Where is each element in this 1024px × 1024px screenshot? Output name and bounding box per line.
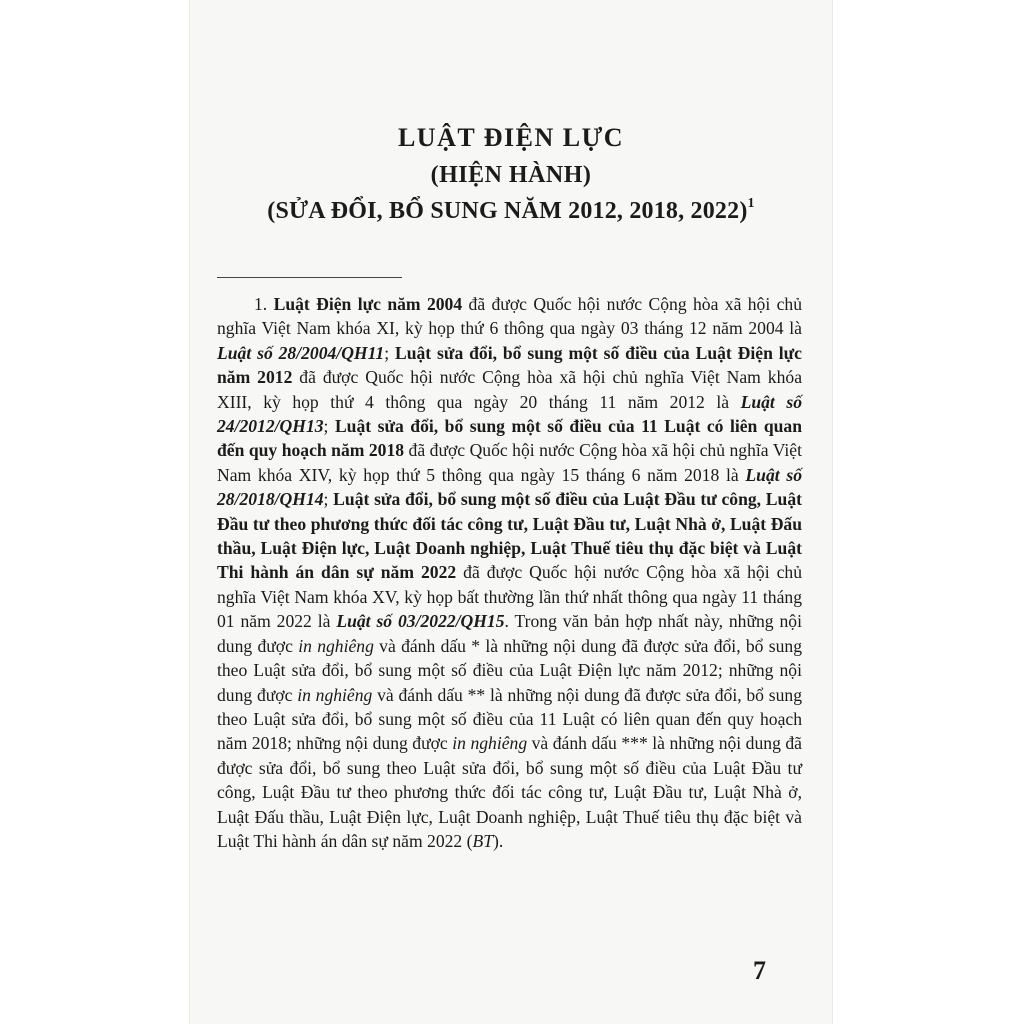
- footnote-segment: Luật số 03/2022/QH15: [336, 611, 505, 632]
- footnote-segment: in nghiêng: [298, 635, 374, 656]
- footnote-segment: ;: [384, 342, 395, 363]
- footnote-segment: BT: [472, 830, 494, 851]
- footnote-segment: Luật số 24/2012/QH13: [217, 391, 802, 437]
- footnote-segment: đã được Quốc hội nước Cộng hòa xã hội chủ nghĩa Việt Nam khóa XIII, kỳ họp thứ 4 thông qua ngày 20 tháng 11 năm 2012 là: [217, 367, 803, 412]
- document-status: (HIỆN HÀNH): [430, 162, 592, 188]
- footnote-segment: in nghiêng: [452, 733, 528, 754]
- footnote-segment: 1.: [254, 294, 274, 314]
- footnote-segment: và đánh dấu *** là những nội dung đã được sửa đổi, bổ sung theo Luật sửa đổi, bổ sung một số điều của Luật Đầu tư công, Luật Đầu tư theo phương thức đối tác công tư, Luật Đầu tư, Luật Nhà ở, Luật Đấu thầu, Luật Điện lực, Luật Doanh nghiệp, Luật Thuế tiêu thụ đặc biệt và Luật Thi hành án dân sự năm 2022 (: [217, 733, 802, 851]
- footnote-segment: Luật số 28/2004/QH11: [217, 342, 385, 363]
- book-page: [190, 0, 832, 1024]
- footnote-paragraph: [217, 292, 802, 853]
- footnote-segment: ).: [493, 830, 504, 851]
- footnote-segment: ;: [323, 416, 335, 437]
- footnote-segment: ;: [323, 489, 334, 510]
- document-amendments: [190, 198, 832, 225]
- footnote-reference: 1: [747, 196, 755, 211]
- footnote-segment: in nghiêng: [297, 684, 373, 705]
- footnote-separator: [217, 277, 402, 278]
- footnote-segment: đã được Quốc hội nước Cộng hòa xã hội chủ nghĩa Việt Nam khóa XIV, kỳ họp thứ 5 thông qua ngày 15 tháng 6 năm 2018 là: [217, 440, 802, 485]
- footnote-segment: Luật số 28/2018/QH14: [217, 464, 802, 510]
- footnote-segment: đã được Quốc hội nước Cộng hòa xã hội chủ nghĩa Việt Nam khóa XI, kỳ họp thứ 6 thông qua ngày 03 tháng 12 năm 2004 là: [217, 294, 803, 339]
- footnote-segment: Luật sửa đổi, bổ sung một số điều của Luật Đầu tư công, Luật Đầu tư theo phương thức đối tác công tư, Luật Đầu tư, Luật Nhà ở, Luật Đấu thầu, Luật Điện lực, Luật Doanh nghiệp, Luật Thuế tiêu thụ đặc biệt và Luật Thi hành án dân sự năm 2022: [217, 489, 802, 583]
- footnote-segment: và đánh dấu ** là những nội dung đã được sửa đổi, bổ sung theo Luật sửa đổi, bổ sung một số điều của 11 Luật có liên quan đến quy hoạch năm 2018; những nội dung được: [217, 684, 802, 754]
- footnote-segment: và đánh dấu * là những nội dung đã được sửa đổi, bổ sung theo Luật sửa đổi, bổ sung một số điều của Luật Điện lực năm 2012; những nội dung được: [217, 635, 802, 705]
- footnote-segment: Luật sửa đổi, bổ sung một số điều của 11 Luật có liên quan đến quy hoạch năm 2018: [217, 416, 802, 461]
- amendments-text: (SỬA ĐỔI, BỔ SUNG NĂM 2012, 2018, 2022): [267, 198, 748, 224]
- page-number: 7: [753, 956, 766, 985]
- footnote-segment: đã được Quốc hội nước Cộng hòa xã hội chủ nghĩa Việt Nam khóa XV, kỳ họp bất thường lần thứ nhất thông qua ngày 11 tháng 01 năm 2022 là: [217, 562, 802, 632]
- footnote-segment: Luật Điện lực năm 2004: [273, 294, 463, 314]
- document-title: LUẬT ĐIỆN LỰC: [397, 123, 625, 152]
- footnote: [217, 292, 802, 853]
- footnote-segment: . Trong văn bản hợp nhất này, những nội dung được: [217, 611, 802, 656]
- footnote-segment: Luật sửa đổi, bổ sung một số điều của Luật Điện lực năm 2012: [217, 342, 802, 388]
